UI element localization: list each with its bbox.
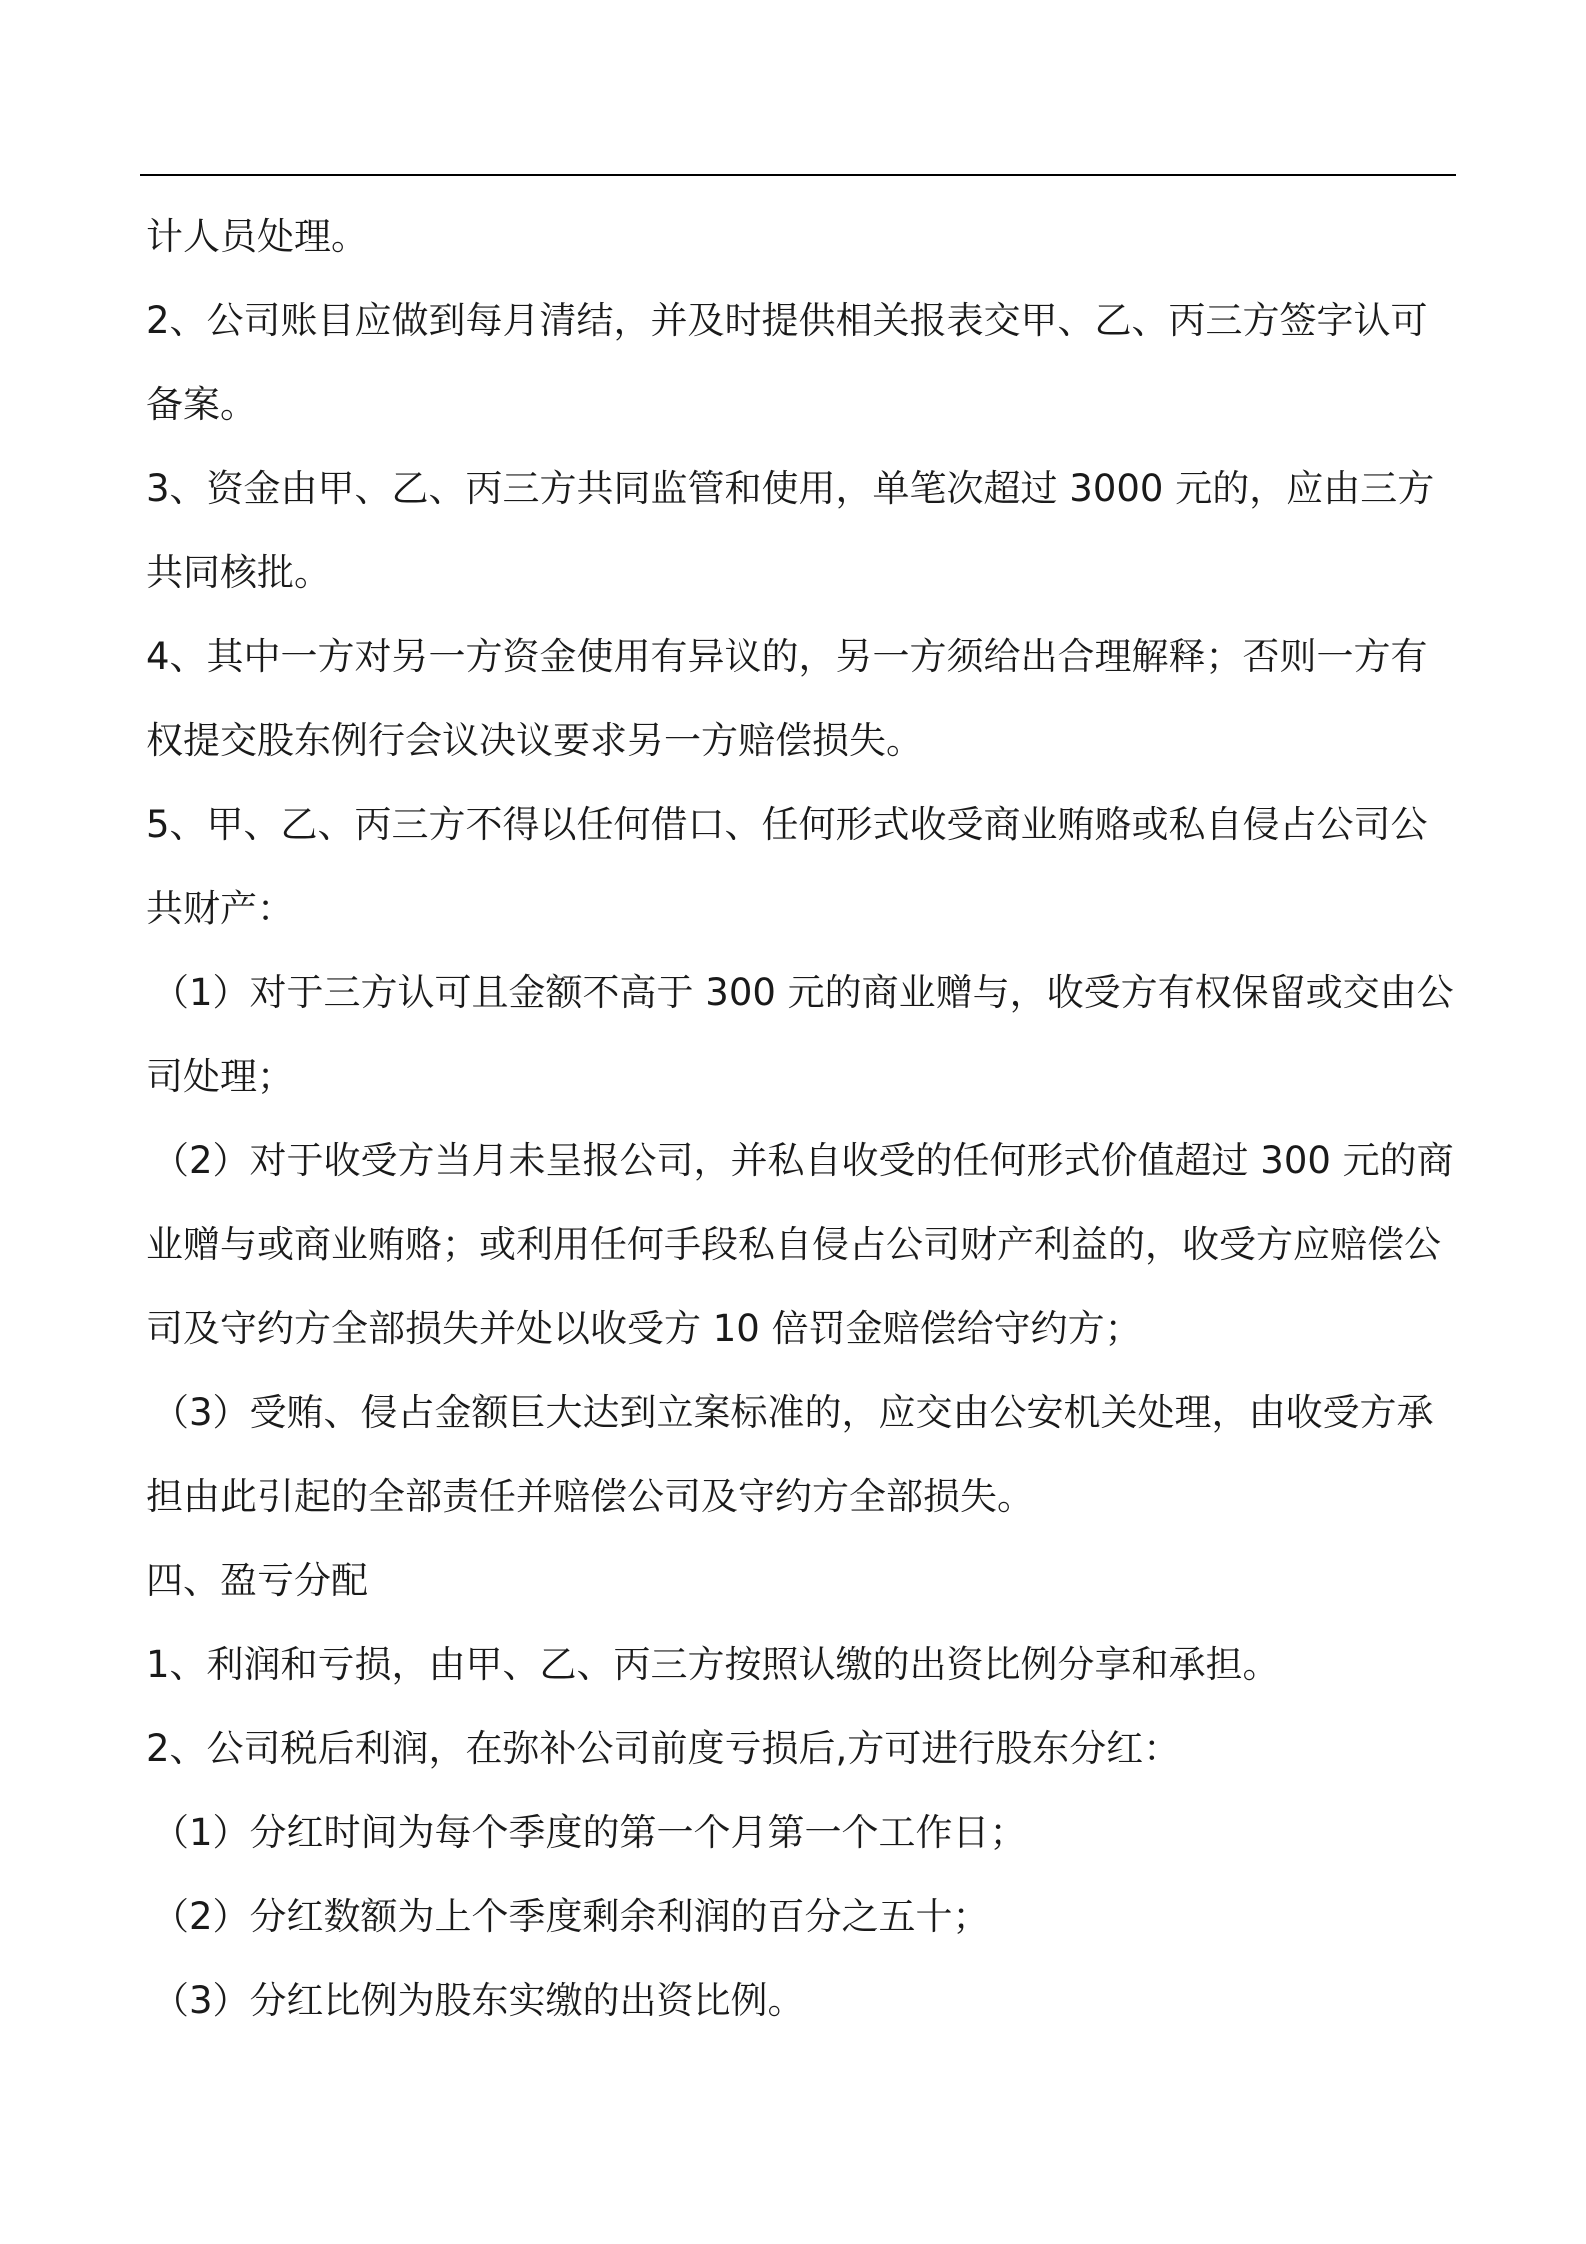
text-line: 计人员处理。 xyxy=(146,215,368,258)
text-line: 4、其中一方对另一方资金使用有异议的，另一方须给出合理解释；否则一方有 xyxy=(146,635,1428,678)
text-line: 业赠与或商业贿赂；或利用任何手段私自侵占公司财产利益的，收受方应赔偿公 xyxy=(146,1223,1441,1266)
section-heading: 四、盈亏分配 xyxy=(146,1559,368,1602)
text-line: 2、公司税后利润，在弥补公司前度亏损后,方可进行股东分红： xyxy=(146,1727,1181,1770)
text-line: （1）分红时间为每个季度的第一个月第一个工作日； xyxy=(152,1811,1027,1854)
text-line: 1、利润和亏损，由甲、乙、丙三方按照认缴的出资比例分享和承担。 xyxy=(146,1643,1280,1686)
text-line: 司处理； xyxy=(146,1055,294,1098)
text-line: 2、公司账目应做到每月清结，并及时提供相关报表交甲、乙、丙三方签字认可 xyxy=(146,299,1428,342)
document-body xyxy=(146,195,1460,2043)
text-line: 共同核批。 xyxy=(146,551,331,594)
text-line: （3）分红比例为股东实缴的出资比例。 xyxy=(152,1979,805,2022)
text-line: 备案。 xyxy=(146,383,257,426)
text-line: （3）受贿、侵占金额巨大达到立案标准的，应交由公安机关处理，由收受方承 xyxy=(152,1391,1434,1434)
text-line: （1）对于三方认可且金额不高于 300 元的商业赠与，收受方有权保留或交由公 xyxy=(152,971,1454,1014)
text-line: （2）分红数额为上个季度剩余利润的百分之五十； xyxy=(152,1895,990,1938)
header-rule xyxy=(140,174,1456,176)
text-line: 司及守约方全部损失并处以收受方 10 倍罚金赔偿给守约方； xyxy=(146,1307,1142,1350)
text-line: 担由此引起的全部责任并赔偿公司及守约方全部损失。 xyxy=(146,1475,1034,1518)
text-line: 5、甲、乙、丙三方不得以任何借口、任何形式收受商业贿赂或私自侵占公司公 xyxy=(146,803,1428,846)
text-line: 权提交股东例行会议决议要求另一方赔偿损失。 xyxy=(146,719,923,762)
text-line: 3、资金由甲、乙、丙三方共同监管和使用，单笔次超过 3000 元的，应由三方 xyxy=(146,467,1435,510)
text-line: （2）对于收受方当月未呈报公司，并私自收受的任何形式价值超过 300 元的商 xyxy=(152,1139,1454,1182)
text-line: 共财产： xyxy=(146,887,294,930)
